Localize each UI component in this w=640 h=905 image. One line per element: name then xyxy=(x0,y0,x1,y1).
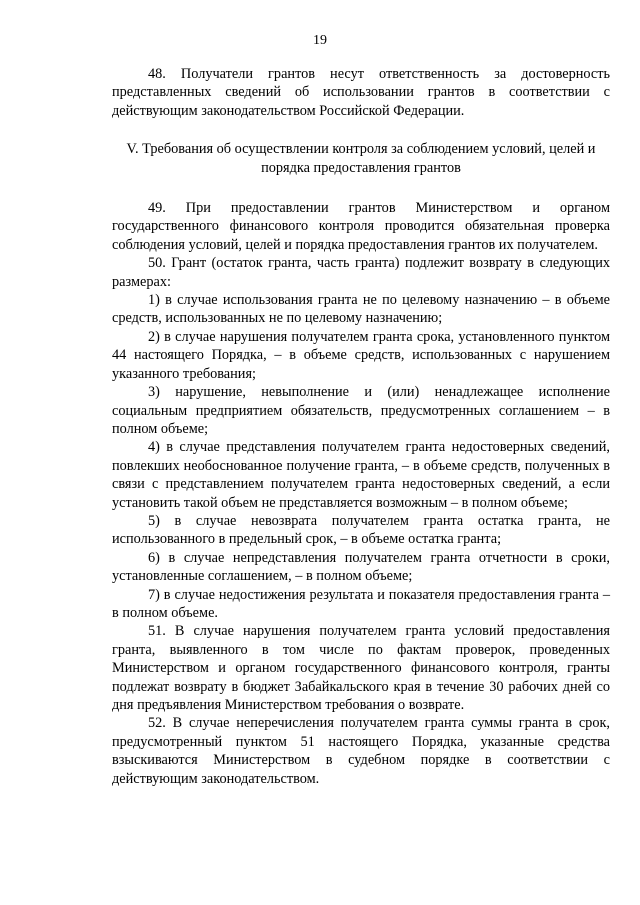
list-item-7: 7) в случае недостижения результата и показателя предоставления гранта – в полном объеме. xyxy=(112,586,610,621)
page-number: 19 xyxy=(313,33,327,48)
paragraph-48: 48. Получатели грантов несут ответственность за достоверность представленных сведений об использовании грантов в соответствии с действующим законодательством Российской Федерации. xyxy=(112,66,610,119)
section-heading: V. Требования об осуществлении контроля за соблюдением условий, целей и порядка предоставления грантов xyxy=(126,141,596,176)
paragraph-49: 49. При предоставлении грантов Министерством и органом государственного финансового контроля проводится обязательная проверка соблюдения условий, целей и порядка предоставления грантов их получателем. xyxy=(112,200,610,253)
list-item-3: 3) нарушение, невыполнение и (или) ненадлежащее исполнение социальным предприятием обязательств, предусмотренных соглашением – в полном объеме; xyxy=(112,384,610,437)
list-item-2: 2) в случае нарушения получателем гранта срока, установленного пунктом 44 настоящего Порядка, – в объеме средств, использованных с нарушением указанного требования; xyxy=(112,328,610,382)
paragraph-51: 51. В случае нарушения получателем гранта условий предоставления гранта, выявленного в том числе по фактам проверок, проведенных Министерством и органом государственного финансового контроля, гранты подлежат возврату в бюджет Забайкальского края в течение 30 рабочих дней со дня предъявления Министерством требования о возврате. xyxy=(112,623,610,713)
list-item-4: 4) в случае представления получателем гранта недостоверных сведений, повлекших необоснованное получение гранта, – в объеме средств, полученных в связи с представлением получателем гранта недостоверных сведений, а если установить такой объем не представляется возможным – в полном объеме; xyxy=(112,439,610,511)
paragraph-50: 50. Грант (остаток гранта, часть гранта) подлежит возврату в следующих размерах: xyxy=(112,255,610,290)
list-item-6: 6) в случае непредставления получателем гранта отчетности в сроки, установленные соглашением, – в полном объеме; xyxy=(112,549,610,585)
list-item-5: 5) в случае невозврата получателем гранта остатка гранта, не использованного в предельный срок, – в объеме остатка гранта; xyxy=(112,512,610,548)
document-body xyxy=(112,65,610,788)
paragraph-52: 52. В случае неперечисления получателем гранта суммы гранта в срок, предусмотренный пунктом 51 настоящего Порядка, указанные средства взыскиваются Министерством в судебном порядке в соответствии с действующим законодательством. xyxy=(112,715,610,787)
list-item-1: 1) в случае использования гранта не по целевому назначению – в объеме средств, использованных не по целевому назначению; xyxy=(112,292,610,327)
